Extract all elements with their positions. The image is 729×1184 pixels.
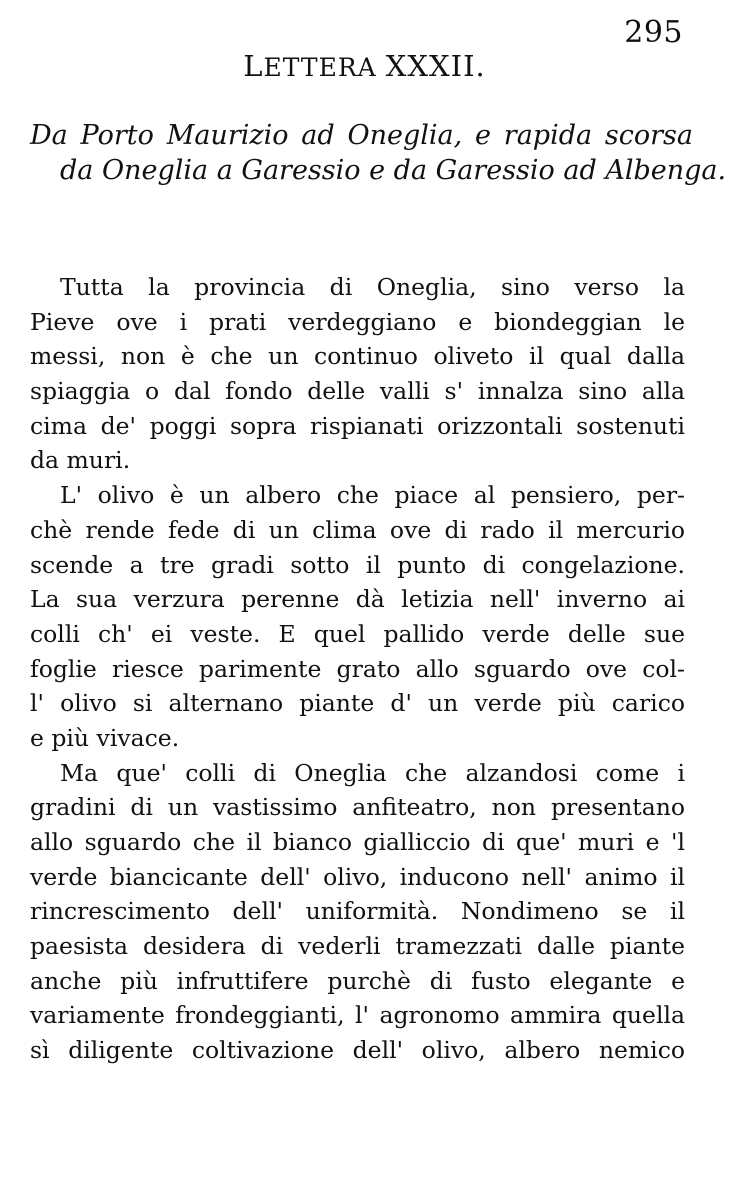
text-line: variamente frondeggianti, l' agronomo ammira quella bbox=[30, 1001, 685, 1030]
letter-heading bbox=[0, 49, 729, 83]
text-line: Pieve ove i prati verdeggiano e biondeggian le bbox=[30, 307, 685, 336]
letter-subtitle bbox=[30, 119, 727, 188]
subtitle-line: da Oneglia a Garessio e da Garessio ad Albenga. bbox=[60, 154, 727, 186]
letter-heading-numeral: XXXII. bbox=[385, 49, 486, 83]
letter-heading-initial: L bbox=[243, 49, 264, 83]
text-line: anche più infruttifere purchè di fusto elegante e bbox=[30, 966, 685, 995]
text-line: messi, non è che un continuo oliveto il qual dalla bbox=[30, 342, 685, 371]
text-line: da muri. bbox=[30, 446, 131, 475]
text-line: spiaggia o dal fondo delle valli s' innalza sino alla bbox=[30, 377, 685, 406]
page-number: 295 bbox=[624, 15, 683, 50]
text-line: e più vivace. bbox=[30, 723, 180, 752]
text-line: cima de' poggi sopra rispianati orizzontali sostenuti bbox=[30, 411, 685, 440]
text-line: l' olivo si alternano piante d' un verde più carico bbox=[30, 689, 685, 718]
text-line: rincrescimento dell' uniformità. Nondimeno se il bbox=[30, 897, 685, 926]
text-line: Tutta la provincia di Oneglia, sino verso la bbox=[60, 273, 685, 301]
subtitle-line: Da Porto Maurizio ad Oneglia, e rapida scorsa bbox=[30, 120, 693, 151]
text-line: colli ch' ei veste. E quel pallido verde delle sue bbox=[30, 619, 685, 648]
text-line: L' olivo è un albero che piace al pensiero, per- bbox=[60, 481, 685, 510]
text-line: Ma que' colli di Oneglia che alzandosi come i bbox=[60, 758, 685, 787]
text-line: sì diligente coltivazione dell' olivo, albero nemico bbox=[30, 1036, 685, 1065]
letter-heading-prefix: ETTERA bbox=[263, 53, 377, 82]
text-line: scende a tre gradi sotto il punto di congelazione. bbox=[30, 550, 685, 579]
text-line: allo sguardo che il bianco gialliccio di que' muri e 'l bbox=[30, 828, 685, 856]
text-line: La sua verzura perenne dà letizia nell' inverno ai bbox=[30, 585, 685, 614]
text-line: paesista desidera di vederli tramezzati dalle piante bbox=[30, 932, 685, 961]
body-text bbox=[30, 270, 685, 1068]
text-line: verde biancicante dell' olivo, inducono nell' animo il bbox=[30, 862, 685, 891]
text-line: gradini di un vastissimo anfiteatro, non presentano bbox=[30, 793, 685, 822]
text-line: chè rende fede di un clima ove di rado il mercurio bbox=[30, 515, 685, 544]
text-line: foglie riesce parimente grato allo sguardo ove col- bbox=[30, 654, 685, 683]
